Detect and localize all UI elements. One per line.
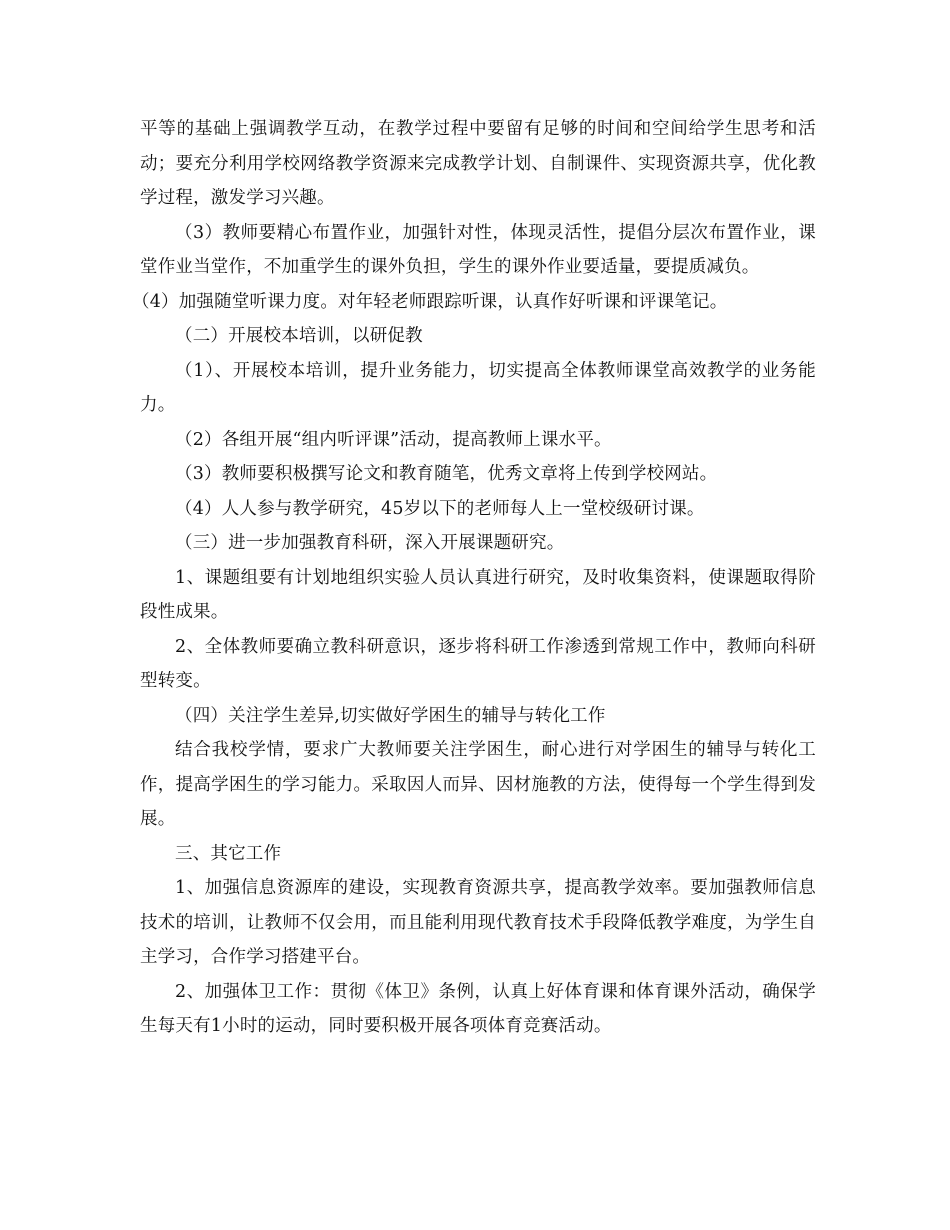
paragraph-struggling-students: 结合我校学情，要求广大教师要关注学困生，耐心进行对学困生的辅导与转化工作，提高学困生的学习能力。采取因人而异、因材施教的方法，使得每一个学生得到发展。 [140, 740, 816, 829]
paragraph-lesson-observation: （4）加强随堂听课力度。对年轻老师跟踪听课，认真作好听课和评课笔记。 [132, 291, 728, 312]
paragraph-training-4: （4）人人参与教学研究，45岁以下的老师每人上一堂校级研讨课。 [175, 498, 705, 519]
paragraph-research-2: 2、全体教师要确立教科研意识，逐步将科研工作渗透到常规工作中，教师向科研型转变。 [140, 636, 816, 691]
paragraph-information-resources: 1、加强信息资源库的建设，实现教育资源共享，提高教学效率。要加强教师信息技术的培训，让教师不仅会用，而且能利用现代教育技术手段降低教学难度，为学生自主学习，合作学习搭建平台。 [140, 878, 816, 967]
paragraph-physical-health: 2、加强体卫工作：贯彻《体卫》条例，认真上好体育课和体育课外活动，确保学生每天有1小时的运动，同时要积极开展各项体育竞赛活动。 [140, 981, 816, 1036]
paragraph-homework: （3）教师要精心布置作业，加强针对性，体现灵活性，提倡分层次布置作业，课堂作业当堂作，不加重学生的课外负担，学生的课外作业要适量，要提质减负。 [140, 222, 816, 277]
document-body [132, 112, 816, 1044]
paragraph-training-2: （2）各组开展“组内听评课”活动，提高教师上课水平。 [175, 429, 612, 450]
paragraph-training-3: （3）教师要积极撰写论文和教育随笔，优秀文章将上传到学校网站。 [175, 464, 718, 484]
section-heading-other-work: 三、其它工作 [175, 843, 282, 864]
paragraph-training-1: （1）、开展校本培训，提升业务能力，切实提高全体教师课堂高效教学的业务能力。 [140, 360, 816, 415]
paragraph-continuation: 平等的基础上强调教学互动，在教学过程中要留有足够的时间和空间给学生思考和活动；要充分利用学校网络教学资源来完成教学计划、自制课件、实现资源共享，优化教学过程，激发学习兴趣。 [140, 119, 816, 208]
section-heading-student-differences: （四）关注学生差异,切实做好学困生的辅导与转化工作 [175, 705, 606, 726]
paragraph-research-1: 1、课题组要有计划地组织实验人员认真进行研究，及时收集资料，使课题取得阶段性成果。 [140, 567, 816, 622]
section-heading-school-training: （二）开展校本培训，以研促教 [175, 326, 423, 346]
section-heading-research: （三）进一步加强教育科研，深入开展课题研究。 [175, 533, 565, 553]
